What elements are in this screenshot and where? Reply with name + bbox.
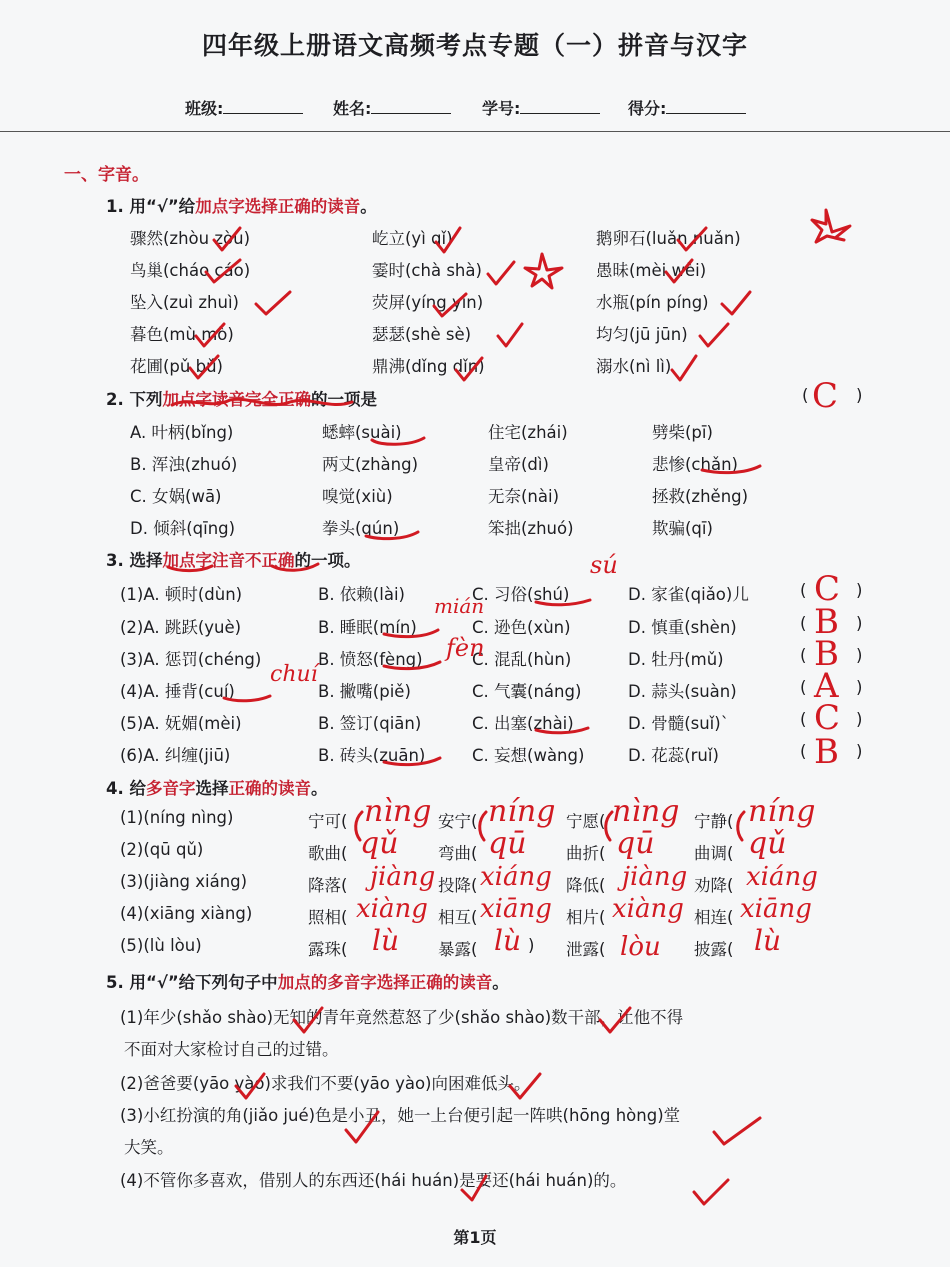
q4-label: (4)(xiāng xiàng) (120, 904, 253, 923)
q2-option: 欺骗(qī) (652, 519, 713, 538)
q4-answer: xiáng (746, 862, 818, 892)
q1-heading (106, 193, 377, 217)
q4-word: 露珠( (308, 940, 348, 959)
q4-heading (106, 775, 328, 799)
check-mark (722, 292, 750, 314)
q1-item: 骤然(zhòu zòu) (130, 229, 251, 248)
q3-bracket: ) (856, 710, 863, 729)
q4-word: 相片( (566, 908, 606, 927)
q4-mid: 选择 (195, 779, 229, 798)
q3-answer: B (814, 634, 839, 674)
q3-bracket: ( (800, 710, 807, 729)
bracket-mark (480, 812, 486, 840)
q4-word: 泄露( (566, 940, 606, 959)
q3-bracket: ) (856, 742, 863, 761)
q3-option: (3)A. 惩罚(chéng) (120, 650, 262, 669)
q4-answer: qǔ (748, 826, 787, 861)
section-heading: 一、字音。 (64, 165, 149, 185)
q2-option: 无奈(nài) (488, 487, 560, 506)
q3-option: B. 依赖(lài) (318, 585, 405, 604)
score-field (628, 96, 746, 119)
q5-highlight: 加点的多音字选择正确的读音 (277, 973, 493, 992)
check-mark (488, 262, 514, 284)
q4-word: 投降( (438, 876, 478, 895)
q3-correction: sú (590, 551, 618, 579)
q1-item: 溺水(nì lì) (596, 357, 672, 376)
q2-option: A. 叶柄(bǐng) (130, 423, 234, 442)
q5-sentence: 大笑。 (124, 1138, 174, 1157)
q3-option: C. 气囊(náng) (472, 682, 582, 701)
q4-answer: xiàng (612, 894, 684, 924)
q4-prefix: 4. 给 (106, 779, 146, 798)
q3-answer: C (814, 698, 841, 738)
q2-heading (106, 386, 377, 410)
q2-option: 劈柴(pī) (652, 423, 713, 442)
q3-prefix: 3. 选择 (106, 551, 163, 570)
name-field (333, 96, 451, 119)
q1-suffix: 。 (360, 197, 377, 216)
q3-bracket: ( (800, 742, 807, 761)
q3-option: C. 混乱(hùn) (472, 650, 572, 669)
q4-word: 相互( (438, 908, 478, 927)
q3-bracket: ( (800, 678, 807, 697)
q5-sentence: 不面对大家检讨自己的过错。 (124, 1040, 339, 1059)
page-number: 第1页 (453, 1228, 497, 1247)
q5-sentence: (4)不管你多喜欢，借别人的东西还(hái huán)是要还(hái huán)的。 (120, 1171, 627, 1190)
class-label: 班级: (185, 99, 224, 118)
q2-option: 悲惨(chǎn) (652, 455, 738, 474)
q4-label: (3)(jiàng xiáng) (120, 872, 248, 891)
q3-bracket: ( (800, 646, 807, 665)
check-mark (700, 324, 728, 346)
q3-correction: chuí (270, 662, 318, 687)
page-title: 四年级上册语文高频考点专题（一）拼音与汉字 (201, 31, 748, 60)
q3-option: D. 骨髓(suǐ)` (628, 714, 729, 733)
q3-bracket: ( (800, 581, 807, 600)
q3-option: D. 家雀(qiǎo)儿 (628, 585, 749, 604)
q2-option: 拯救(zhěng) (652, 487, 749, 506)
q4-label: (2)(qū qǔ) (120, 840, 204, 859)
q2-highlight: 加点字读音完全正确 (162, 390, 311, 409)
name-label: 姓名: (333, 99, 372, 118)
id-blank (520, 99, 600, 114)
q5-sentence: (1)年少(shǎo shào)无知的青年竟然惹怒了少(shǎo shào)数干部，让他不得 (120, 1008, 684, 1027)
q1-item: 瑟瑟(shè sè) (372, 325, 472, 344)
score-label: 得分: (628, 99, 667, 118)
q1-item: 鼎沸(dǐng dǐn) (372, 357, 485, 376)
q3-option: B. 签订(qiān) (318, 714, 422, 733)
q4-label: (1)(níng nìng) (120, 808, 234, 827)
q3-option: D. 慎重(shèn) (628, 618, 737, 637)
q3-option: B. 睡眠(mín) (318, 618, 417, 637)
q4-answer: lù (494, 924, 521, 957)
q4-answer: nìng (612, 794, 680, 829)
q4-answer: níng (748, 794, 816, 829)
header-divider (0, 131, 950, 132)
q3-bracket: ) (856, 614, 863, 633)
q4-word: 宁静( (694, 812, 734, 831)
q5-heading (106, 969, 509, 993)
q1-item: 花圃(pǔ bǔ) (130, 357, 223, 376)
q4-label: (5)(lù lòu) (120, 936, 202, 955)
q4-answer: lù (372, 924, 399, 957)
bracket-mark (738, 812, 744, 840)
q4-word: 相连( (694, 908, 734, 927)
q3-option: D. 花蕊(ruǐ) (628, 746, 719, 765)
q3-highlight: 加点字注音不正确 (162, 551, 295, 570)
q4-word: 歌曲( (308, 844, 348, 863)
score-blank (666, 99, 746, 114)
q1-item: 荧屏(yíng yín) (372, 293, 484, 312)
q4-answer: nìng (364, 794, 432, 829)
q3-correction: mián (434, 594, 485, 618)
q3-option: (1)A. 顿时(dùn) (120, 585, 243, 604)
q1-item: 鹅卵石(luǎn nuǎn) (596, 229, 741, 248)
name-blank (371, 99, 451, 114)
id-field (482, 96, 600, 119)
q3-option: C. 出塞(zhài) (472, 714, 574, 733)
q3-heading (106, 547, 361, 571)
q3-option: B. 撇嘴(piě) (318, 682, 411, 701)
q4-answer: jiàng (370, 862, 436, 892)
q2-option: C. 女娲(wā) (130, 487, 222, 506)
q2-option: 笨拙(zhuó) (488, 519, 574, 538)
q2-paren-open: ( (802, 386, 809, 405)
q4-word: 宁可( (308, 812, 348, 831)
check-mark (714, 1118, 760, 1144)
q2-suffix: 的一项是 (311, 390, 377, 409)
q3-option: C. 习俗(shú) (472, 585, 570, 604)
q4-answer: xiāng (480, 894, 552, 924)
q4-word: 曲折( (566, 844, 606, 863)
q1-item: 愚昧(mèi wèi) (596, 261, 707, 280)
q3-option: D. 蒜头(suàn) (628, 682, 737, 701)
q5-sentence: (3)小红扮演的角(jiǎo jué)色是小丑，她一上台便引起一阵哄(hōng hòng)堂 (120, 1106, 681, 1125)
q4-answer: qū (616, 826, 655, 861)
check-mark (694, 1180, 728, 1204)
q3-option: (2)A. 跳跃(yuè) (120, 618, 242, 637)
q4-answer: xiāng (740, 894, 812, 924)
q4-answer: xiàng (356, 894, 428, 924)
q4-word: 劝降( (694, 876, 734, 895)
q2-option: 嗅觉(xiù) (322, 487, 393, 506)
q4-highlight: 多音字 (146, 779, 196, 798)
q1-item: 霎时(chà shà) (372, 261, 482, 280)
q3-option: D. 牡丹(mǔ) (628, 650, 724, 669)
q3-bracket: ( (800, 614, 807, 633)
q3-option: C. 逊色(xùn) (472, 618, 571, 637)
q4-answer: qǔ (360, 826, 399, 861)
q4-word: 照相( (308, 908, 348, 927)
q1-item: 屹立(yì qǐ) (372, 229, 453, 248)
q2-option: 住宅(zhái) (488, 423, 568, 442)
q1-prefix: 1. 用“√”给 (106, 197, 196, 216)
q1-highlight: 加点字选择正确的读音 (195, 197, 361, 216)
q3-answer: A (814, 666, 839, 706)
q1-item: 均匀(jū jūn) (596, 325, 688, 344)
q1-item: 水瓶(pín píng) (596, 293, 709, 312)
q2-option: 两丈(zhàng) (322, 455, 419, 474)
q4-word: 降低( (566, 876, 606, 895)
q4-word: 安宁( (438, 812, 478, 831)
check-mark (256, 292, 290, 314)
q4-answer: níng (488, 794, 556, 829)
q3-option: (6)A. 纠缠(jiū) (120, 746, 231, 765)
q4-word: 披露( (694, 940, 734, 959)
star-icon (812, 210, 850, 242)
star-icon (525, 254, 562, 288)
q2-prefix: 2. 下列 (106, 390, 163, 409)
q3-option: C. 妄想(wàng) (472, 746, 585, 765)
q3-option: (5)A. 妩媚(mèi) (120, 714, 242, 733)
q4-word: 弯曲( (438, 844, 478, 863)
class-blank (223, 99, 303, 114)
q3-bracket: ) (856, 678, 863, 697)
check-mark (498, 324, 522, 346)
q3-correction: fèn (446, 634, 485, 662)
q4-word: 暴露( (438, 940, 478, 959)
q1-item: 暮色(mù mò) (130, 325, 234, 344)
q1-item: 坠入(zuì zhuì) (130, 293, 239, 312)
q3-answer: B (814, 602, 839, 642)
q4-highlight: 正确的读音 (228, 779, 311, 798)
q4-word: 曲调( (694, 844, 734, 863)
q4-answer: qū (488, 826, 527, 861)
q5-suffix: 。 (492, 973, 509, 992)
q4-answer: lù (754, 924, 781, 957)
q2-option: B. 浑浊(zhuó) (130, 455, 238, 474)
q2-option: 皇帝(dì) (488, 455, 549, 474)
q4-answer: xiáng (480, 862, 552, 892)
q2-answer: C (812, 376, 839, 416)
q5-sentence: (2)爸爸要(yāo yào)求我们不要(yāo yào)向困难低头。 (120, 1074, 531, 1093)
q3-option: B. 砖头(zuān) (318, 746, 426, 765)
q3-bracket: ) (856, 646, 863, 665)
q3-option: B. 愤怒(fèng) (318, 650, 423, 669)
q3-suffix: 的一项。 (294, 551, 361, 570)
q2-option: 蟋蟀(suài) (322, 423, 402, 442)
id-label: 学号: (482, 99, 521, 118)
q3-bracket: ) (856, 581, 863, 600)
q5-prefix: 5. 用“√”给下列句子中 (106, 973, 278, 992)
q3-answer: C (814, 569, 841, 609)
q4-paren: ) (528, 936, 535, 955)
class-field (185, 96, 303, 119)
q4-word: 降落( (308, 876, 348, 895)
q4-answer: lòu (620, 932, 661, 962)
q4-answer: jiàng (622, 862, 688, 892)
q1-item: 鸟巢(cháo cáo) (130, 261, 251, 280)
q4-word: 宁愿( (566, 812, 606, 831)
q3-option: (4)A. 捶背(cuí) (120, 682, 235, 701)
q3-answer: B (814, 732, 839, 772)
q2-option: 拳头(qún) (322, 519, 400, 538)
q2-paren-close: ) (856, 386, 863, 405)
check-mark (672, 356, 696, 380)
q4-suffix: 。 (311, 779, 328, 798)
q2-option: D. 倾斜(qīng) (130, 519, 236, 538)
